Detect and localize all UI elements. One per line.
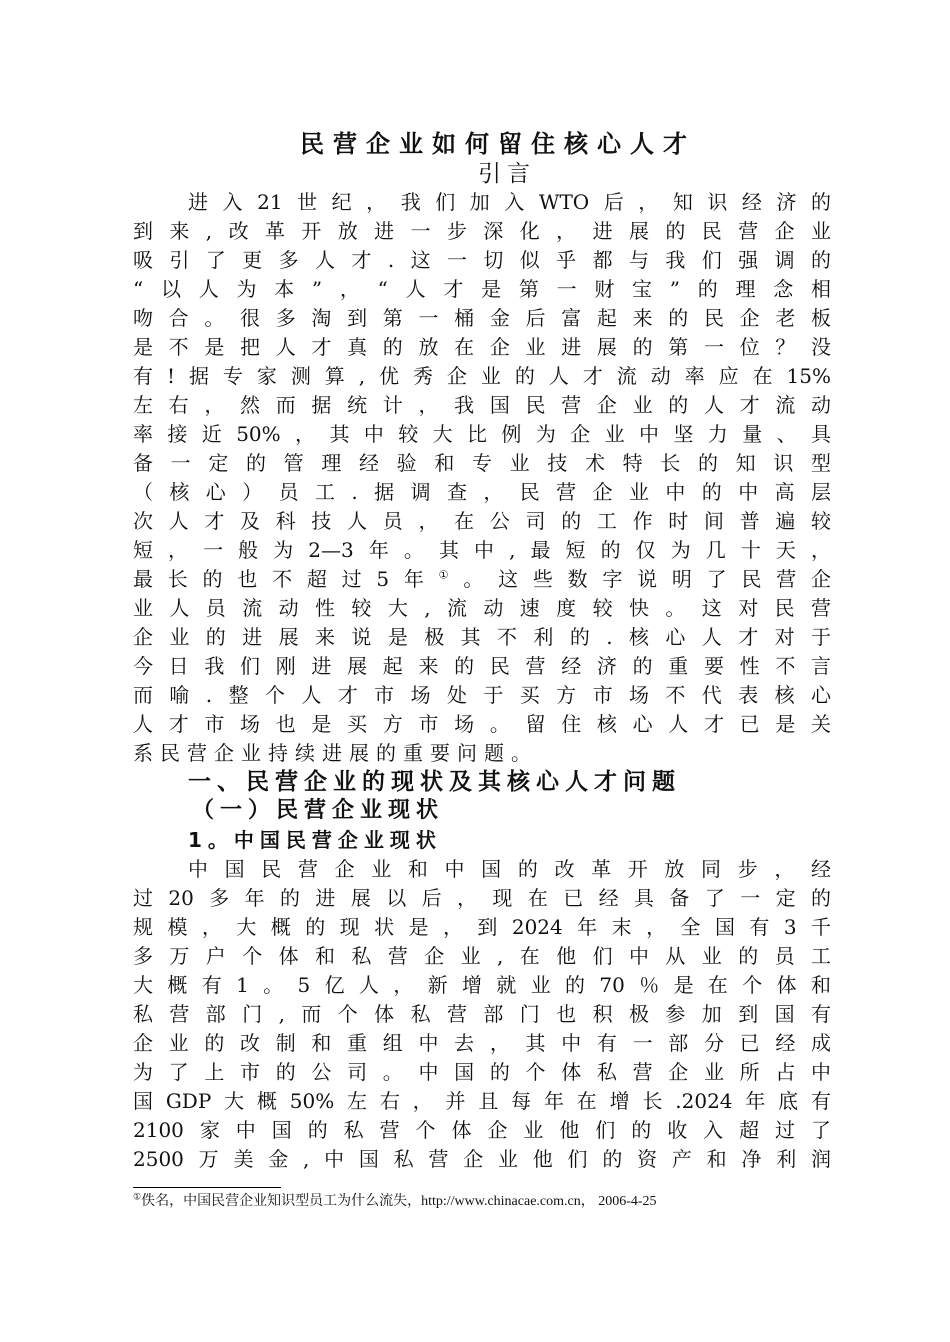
text-line: 有!据专家测算,优秀企业的人才流动率应在15%	[133, 364, 831, 388]
text-line: 是不是把人才真的放在企业进展的第一位？没	[133, 335, 831, 359]
text-line: 为了上市的公司。中国的个体私营企业所占中	[133, 1060, 831, 1084]
text-line: 短，一般为2—3年。其中,最短的仅为几十天，	[133, 538, 831, 562]
text-line: 吻合。很多淘到第一桶金后富起来的民企老板	[133, 306, 831, 330]
footnote-separator	[133, 1187, 281, 1188]
section-heading: 一、民营企业的现状及其核心人才问题	[188, 769, 681, 795]
text-line: 今日我们刚进展起来的民营经济的重要性不言	[133, 654, 831, 678]
text-segment: 。这些数字说明了民营企	[463, 567, 831, 591]
footnote-marker: ①	[133, 1191, 142, 1202]
text-line: 左右，然而据统计，我国民营企业的人才流动	[133, 393, 831, 417]
text-line: 国GDP大概50%左右，并且每年在增长.2024年底有	[133, 1089, 831, 1113]
text-line: 2500万美金,中国私营企业他们的资产和净利润	[133, 1147, 831, 1171]
text-line: 企业的进展来说是极其不利的.核心人才对于	[133, 625, 831, 649]
text-segment: 最长的也不超过5年	[133, 567, 439, 591]
text-line: （核心）员工.据调查，民营企业中的中高层	[133, 480, 831, 504]
text-line: 到来,改革开放进一步深化，进展的民营企业	[133, 219, 831, 243]
subsection-heading: （一）民营企业现状	[192, 798, 445, 823]
footnote-ref[interactable]: ①	[438, 568, 464, 582]
text-line: 规模，大概的现状是，到2024年末，全国有3千	[133, 915, 831, 939]
text-line: 而喻.整个人才市场处于买方市场不代表核心	[133, 683, 831, 707]
text-line: 次人才及科技人员，在公司的工作时间普遍较	[133, 509, 831, 533]
text-line: 大概有1。5亿人，新增就业的70％是在个体和	[133, 973, 831, 997]
page-title: 民营企业如何留住核心人才	[300, 130, 696, 158]
intro-heading: 引言	[478, 161, 536, 187]
text-line: 系民营企业持续进展的重要问题。	[133, 741, 538, 765]
text-line: 过20多年的进展以后，现在已经具备了一定的	[133, 886, 831, 910]
footnote-text: 佚名，中国民营企业知识型员工为什么流失，http://www.chinacae.com.cn， 2006-4-25	[141, 1194, 657, 1209]
text-line: 多万户个体和私营企业,在他们中从业的员工	[133, 944, 831, 968]
text-line: 率接近50%，其中较大比例为企业中坚力量、具	[133, 422, 831, 446]
text-line: 企业的改制和重组中去，其中有一部分已经成	[133, 1031, 831, 1055]
footnote	[133, 1192, 657, 1212]
text-line	[133, 565, 831, 593]
text-line: 2100家中国的私营个体企业他们的收入超过了	[133, 1118, 831, 1142]
text-line: “以人为本”，“人才是第一财宝”的理念相	[133, 277, 831, 301]
text-line: 中国民营企业和中国的改革开放同步，经	[188, 857, 831, 881]
text-line: 吸引了更多人才.这一切似乎都与我们强调的	[133, 248, 831, 272]
text-line: 人才市场也是买方市场。留住核心人才已是关	[133, 712, 831, 736]
text-line: 进入21世纪，我们加入WTO后，知识经济的	[188, 190, 831, 214]
text-line: 私营部门,而个体私营部门也积极参加到国有	[133, 1002, 831, 1026]
subsubsection-heading: 1。中国民营企业现状	[188, 828, 442, 852]
text-line: 业人员流动性较大,流动速度较快。这对民营	[133, 596, 831, 620]
text-line: 备一定的管理经验和专业技术特长的知识型	[133, 451, 831, 475]
